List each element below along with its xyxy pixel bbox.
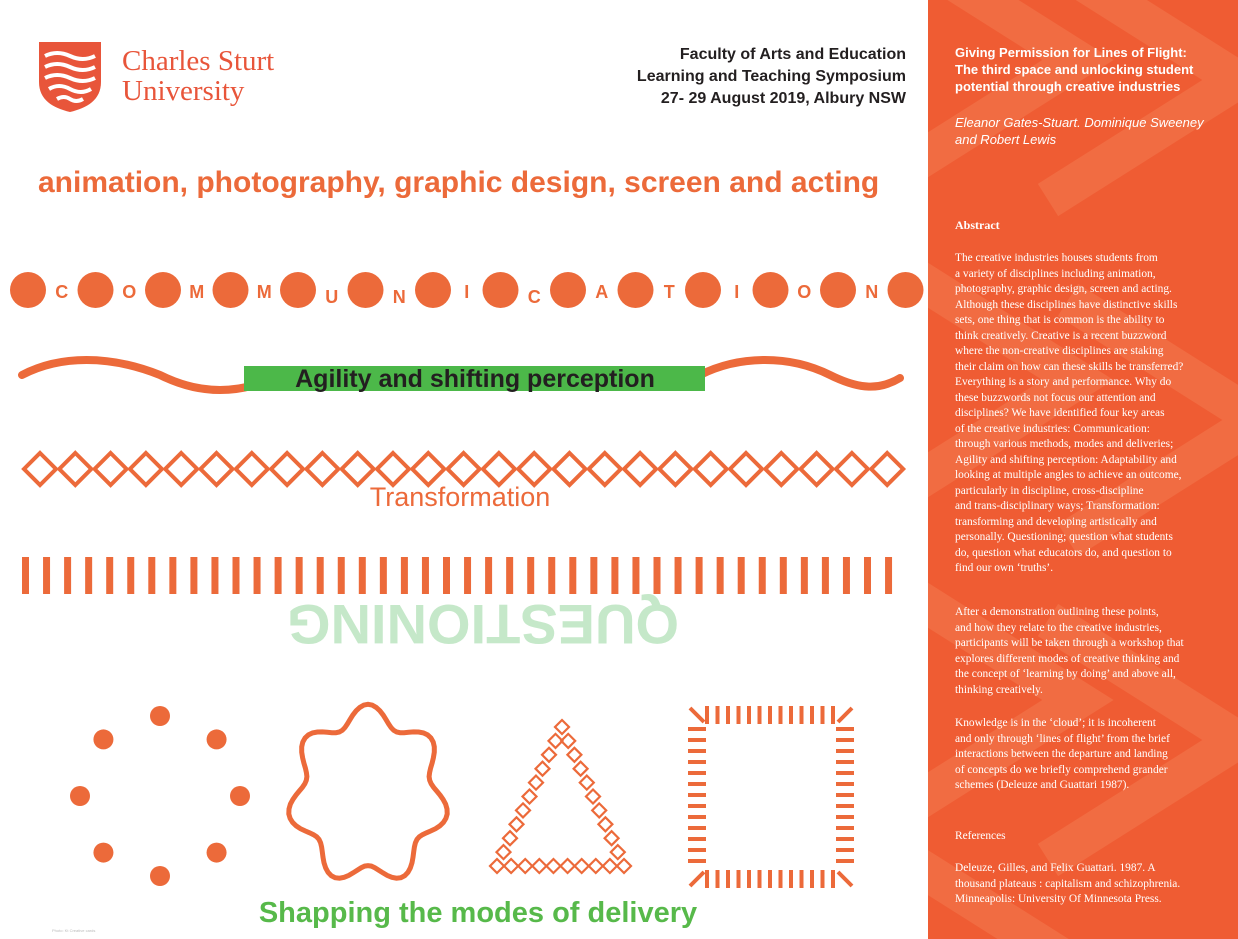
square-bar [688,727,706,731]
text-line: explores different modes of creative thinking and [955,652,1180,665]
diamond [836,453,868,485]
square-bar [800,870,804,888]
triangle-diamond [504,859,518,873]
title-line: potential through creative industries [955,79,1181,94]
triangle-diamond [546,859,560,873]
text-line: think creatively. Creative is a recent buzzword [955,329,1167,342]
diamond [659,453,691,485]
square-bar [688,771,706,775]
bar [190,557,197,594]
diamond [765,453,797,485]
authors [955,114,1225,148]
square-bar [836,837,854,841]
triangle-diamond [605,831,619,845]
communication-circle [753,272,789,308]
bar [296,557,303,594]
communication-row [10,272,924,308]
bar [43,557,50,594]
triangle-diamond [510,817,524,831]
bar [85,557,92,594]
square-bar [726,870,730,888]
text-line: where the non-creative disciplines are staking [955,345,1164,357]
authors-line: and Robert Lewis [955,132,1057,147]
bar [254,557,261,594]
communication-circle [415,272,451,308]
logo-line-1: Charles Sturt [122,45,275,77]
square-bar [737,706,741,724]
diamond [589,453,621,485]
diamond [306,453,338,485]
abstract-paragraph-3 [955,716,1170,794]
square-bar [688,837,706,841]
communication-letter: A [595,281,609,302]
square-bar [688,760,706,764]
square-bar [821,706,825,724]
square-bar [768,870,772,888]
square-bar [831,706,835,724]
communication-letter: M [256,281,272,302]
square-bar [758,706,762,724]
triangle-diamond [497,845,511,859]
square-bar [836,826,854,830]
abstract-paragraph-2 [955,605,1184,698]
abstract-sidebar [928,0,1238,939]
diamond [412,453,444,485]
bar [233,557,240,594]
square-bar [768,706,772,724]
text-line: thousand plateaus : capitalism and schizophrenia. [955,877,1181,890]
text-line: sets, one thing that is common is the ability to [955,314,1165,326]
ring-dot [150,706,170,726]
communication-letter: T [663,281,675,302]
communication-circle [10,272,46,308]
communication-circle [888,272,924,308]
square-bar [705,706,709,724]
text-line: their claim on how can these skills be transferred? [955,360,1184,373]
agility-text: Agility and shifting perception [295,365,655,393]
diamond [624,453,656,485]
text-line: a variety of disciplines including animation, [955,267,1156,280]
bar [632,557,639,594]
square-bar [836,749,854,753]
square-bar [747,870,751,888]
bar [843,557,850,594]
bar [169,557,176,594]
photo-credit: Photo: Kt Creative cards [52,928,96,933]
square-bar [688,749,706,753]
event-faculty: Faculty of Arts and Education [679,46,906,63]
triangle-diamond [536,762,550,776]
bar [106,557,113,594]
bar [822,557,829,594]
square-bar [747,706,751,724]
diamond [201,453,233,485]
diamond [695,453,727,485]
text-line: Agility and shifting perception: Adaptability and [955,453,1177,466]
communication-circle [348,272,384,308]
triangle-diamond [529,776,543,790]
text-line: interactions between the departure and landing [955,748,1168,760]
title-line: Giving Permission for Lines of Flight: [955,45,1187,60]
triangle-diamond [518,859,532,873]
triangle-diamond [567,748,581,762]
bar [611,557,618,594]
square-bar [810,706,814,724]
text-line: participants will be taken through a workshop that [955,637,1184,649]
bar [422,557,429,594]
communication-letter: U [325,286,339,307]
triangle-diamond [555,720,569,734]
triangle-diamond [516,803,530,817]
text-line: do, question what educators do, and question to [955,546,1172,559]
square-bar [836,848,854,852]
bar [464,557,471,594]
diamond [801,453,833,485]
bar [548,557,555,594]
bar [275,557,282,594]
square-bar [800,706,804,724]
communication-circle [78,272,114,308]
title-line: The third space and unlocking student [955,62,1194,77]
bar [759,557,766,594]
bar [569,557,576,594]
bar [127,557,134,594]
square-bar [779,870,783,888]
triangle-diamond [592,803,606,817]
text-line: disciplines? We have identified four key areas [955,407,1165,419]
abstract-paragraph-1 [955,251,1183,577]
diamond [271,453,303,485]
square-bar [758,870,762,888]
triangle-diamond [611,845,625,859]
references-list [955,861,1180,908]
bar [590,557,597,594]
square-bar [779,706,783,724]
abstract-heading: Abstract [955,218,1000,232]
bar [485,557,492,594]
square-bar [789,706,793,724]
text-line: Minneapolis: University Of Minnesota Press. [955,893,1162,905]
transformation-diamonds [24,453,903,485]
text-line: The creative industries houses students from [955,252,1158,264]
text-line: the concept of ‘learning by doing’ and above all, [955,668,1176,680]
diamond [165,453,197,485]
bar-square-shape [688,706,854,888]
questioning-text: QUESTIONING [286,593,680,657]
communication-circle [483,272,519,308]
square-bar [836,738,854,742]
diamond [342,453,374,485]
square-bar [836,793,854,797]
square-bar [716,706,720,724]
square-bar [836,771,854,775]
bar [780,557,787,594]
triangle-diamond [586,790,600,804]
text-line: particularly in discipline, cross-discipline [955,484,1144,497]
square-bar [726,706,730,724]
square-bar [836,859,854,863]
communication-letter: O [797,281,812,302]
communication-circle [685,272,721,308]
communication-letter: O [122,281,137,302]
text-line: transforming and developing artistically and [955,515,1157,528]
text-line: of concepts do we briefly comprehend grander [955,763,1168,776]
transformation-text: Transformation [369,482,551,512]
square-corner [690,708,852,886]
triangle-diamond [532,859,546,873]
text-line: After a demonstration outlining these points, [955,606,1159,618]
triangle-diamond [503,831,517,845]
square-bar [688,793,706,797]
diamond [871,453,903,485]
bar [443,557,450,594]
event-date-place: 27- 29 August 2019, Albury NSW [660,90,906,107]
text-line: Everything is a story and performance. Why do [955,376,1172,388]
text-line: personally. Questioning; question what students [955,531,1173,543]
square-bar [705,870,709,888]
communication-circle [280,272,316,308]
bar [864,557,871,594]
communication-letter: M [189,281,205,302]
text-line: find our own ‘truths’. [955,562,1054,574]
communication-letter: I [734,281,740,302]
bar [211,557,218,594]
bar [338,557,345,594]
wavy-blob-shape [289,704,447,878]
bar [22,557,29,594]
text-line: Knowledge is in the ‘cloud’; it is incoherent [955,717,1156,729]
bar [527,557,534,594]
bar [717,557,724,594]
diamond [730,453,762,485]
references-heading: References [955,830,1006,842]
communication-circle [820,272,856,308]
square-bar [810,870,814,888]
bar [148,557,155,594]
square-bar [688,804,706,808]
bar [801,557,808,594]
square-bar [688,859,706,863]
text-line: Deleuze, Gilles, and Felix Guattari. 1987. A [955,862,1156,874]
text-line: through various methods, modes and deliveries; [955,438,1174,450]
square-bar [716,870,720,888]
communication-letter: C [55,281,69,302]
logo-line-2: University [122,75,245,107]
text-line: of the creative industries: Communication: [955,422,1150,435]
square-bar [789,870,793,888]
square-bar [688,848,706,852]
square-bar [836,815,854,819]
text-line: looking at multiple angles to achieve an outcome, [955,469,1182,481]
delivery-text: Shapping the modes of delivery [258,897,698,929]
ring-dot [70,786,90,806]
communication-circle [618,272,654,308]
diamond-triangle-shape [490,720,631,873]
communication-letter: C [527,286,541,307]
communication-letter: I [464,281,470,302]
triangle-diamond [603,859,617,873]
event-symposium: Learning and Teaching Symposium [636,68,906,85]
communication-circle [145,272,181,308]
diamond [377,453,409,485]
bar [401,557,408,594]
diamond [518,453,550,485]
square-bar [737,870,741,888]
square-bar [688,782,706,786]
bar [506,557,513,594]
diamond [24,453,56,485]
dot-ring-shape [70,706,250,886]
ring-dot [150,866,170,886]
bar [654,557,661,594]
square-bar [831,870,835,888]
square-bar [821,870,825,888]
bar [380,557,387,594]
text-line: and trans-disciplinary ways; Transformation: [955,500,1160,512]
triangle-diamond [580,776,594,790]
triangle-diamond [523,790,537,804]
triangle-diamond [574,762,588,776]
text-line: Although these disciplines have distinctive skills [955,298,1178,311]
square-bar [836,727,854,731]
square-bar [688,738,706,742]
square-bar [836,760,854,764]
ring-dot [93,729,113,749]
diamond [554,453,586,485]
triangle-diamond [617,859,631,873]
bar [696,557,703,594]
diamond [130,453,162,485]
bar [675,557,682,594]
ring-dot [93,843,113,863]
text-line: these buzzwords not focus our attention and [955,391,1156,404]
bar [738,557,745,594]
diamond [483,453,515,485]
text-line: and only through ‘lines of flight’ from the brief [955,732,1170,745]
diamond [95,453,127,485]
triangle-diamond [490,859,504,873]
communication-letter: N [392,286,406,307]
diamond [236,453,268,485]
text-line: thinking creatively. [955,683,1043,696]
triangle-diamond [598,817,612,831]
communication-circle [213,272,249,308]
ring-dot [207,729,227,749]
ring-dot [207,843,227,863]
questioning-bars [22,557,892,594]
square-bar [688,826,706,830]
square-bar [836,782,854,786]
triangle-diamond [561,859,575,873]
diamond [59,453,91,485]
text-line: photography, graphic design, screen and acting. [955,283,1172,295]
bar [317,557,324,594]
triangle-diamond [542,748,556,762]
triangle-diamond [575,859,589,873]
bar [64,557,71,594]
diamond [448,453,480,485]
ring-dot [230,786,250,806]
bar [359,557,366,594]
text-line: and how they relate to the creative industries, [955,621,1162,634]
text-line: schemes (Deleuze and Guattari 1987). [955,779,1130,791]
authors-line: Eleanor Gates-Stuart. Dominique Sweeney [955,115,1204,130]
triangle-diamond [589,859,603,873]
communication-letter: N [865,281,879,302]
bar [885,557,892,594]
square-bar [688,815,706,819]
disciplines-heading: animation, photography, graphic design, screen and acting [38,166,880,199]
communication-circle [550,272,586,308]
paper-title [955,44,1225,95]
square-bar [836,804,854,808]
